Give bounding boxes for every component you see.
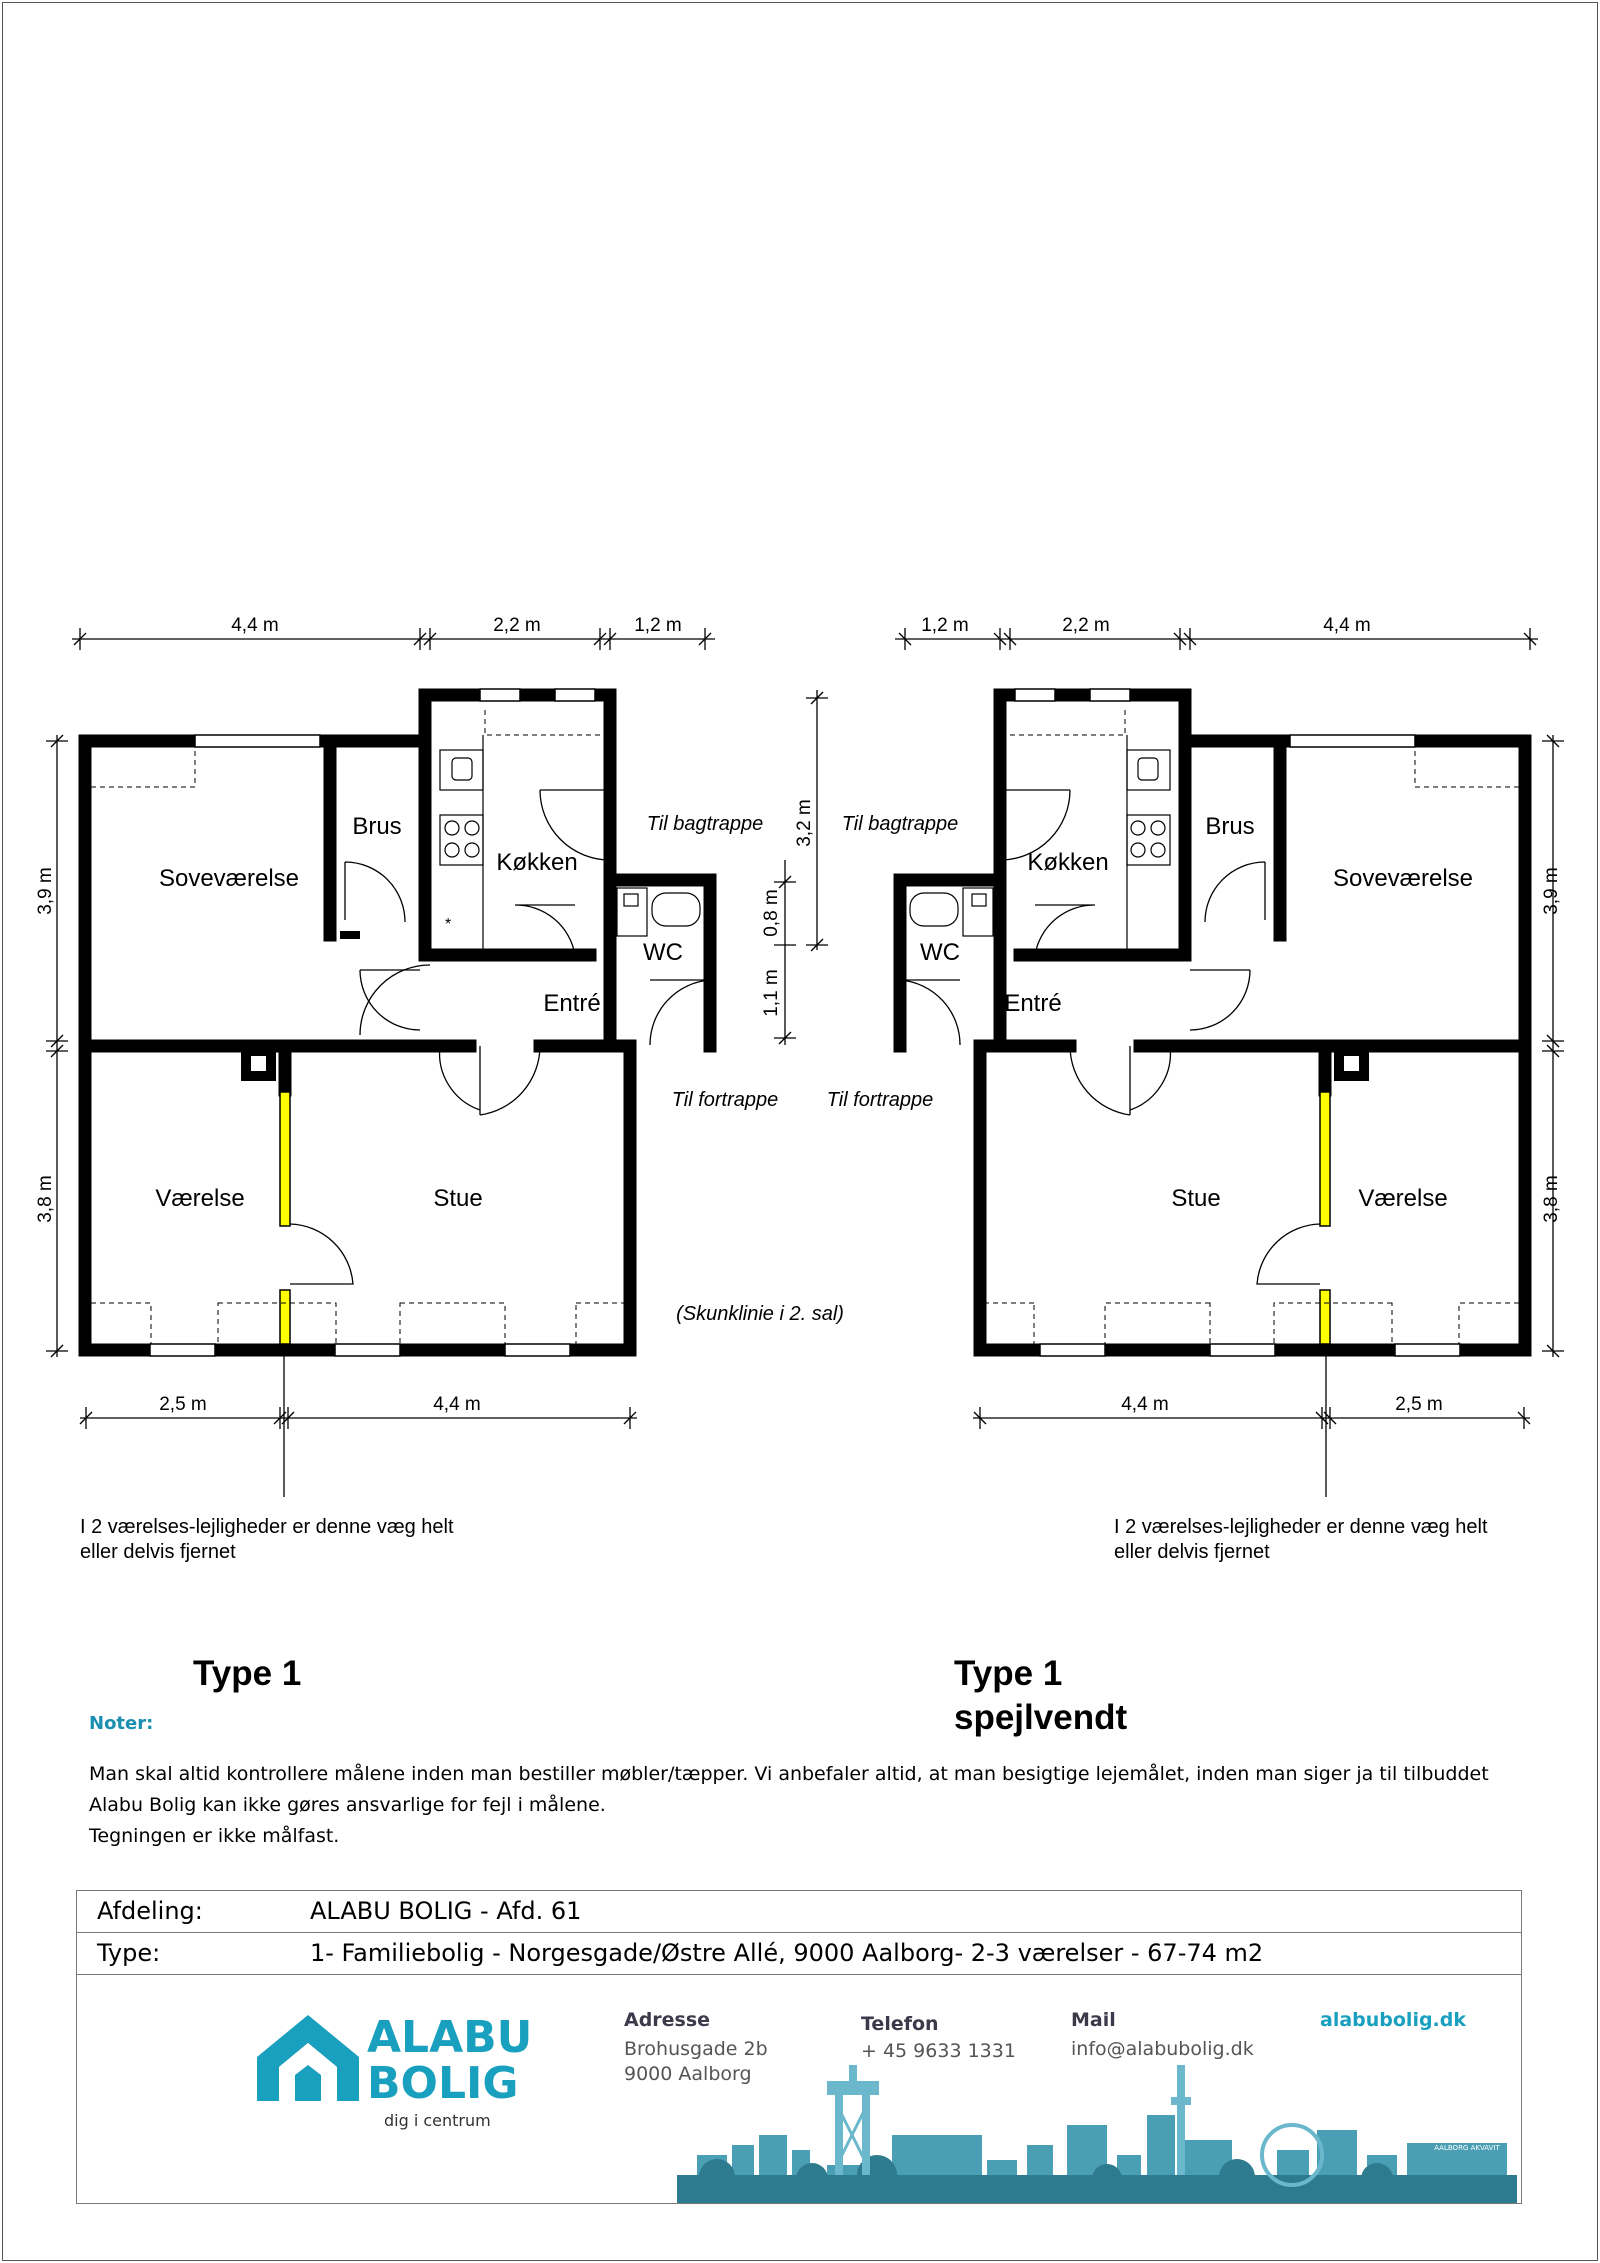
dim-top-a: 4,4 m	[231, 615, 279, 636]
r-room-kitchen: Køkken	[1027, 849, 1109, 876]
footer	[77, 1975, 1521, 2203]
dim-top-b: 2,2 m	[493, 615, 541, 636]
room-bath: Brus	[352, 813, 402, 840]
type-title-right	[954, 1652, 1127, 1740]
room-room: Værelse	[155, 1185, 245, 1212]
address-line-2: 9000 Aalborg	[624, 2063, 752, 2085]
r-label-front-stairs: Til fortrappe	[826, 1089, 934, 1111]
r-dim-side-b: 3,8 m	[1541, 1175, 1562, 1223]
dim-mid-b: 0,8 m	[761, 889, 782, 937]
type-title-left: Type 1	[193, 1654, 302, 1693]
mail-label: Mail	[1071, 2009, 1116, 2031]
label-front-stairs: Til fortrappe	[671, 1089, 779, 1111]
room-living: Stue	[433, 1185, 483, 1212]
r-room-wc: WC	[920, 939, 960, 966]
phone-label: Telefon	[861, 2013, 939, 2035]
logo-tagline: dig i centrum	[384, 2111, 491, 2130]
type-title-right-line-1: Type 1	[954, 1654, 1063, 1693]
phone-value: + 45 9633 1331	[861, 2040, 1016, 2062]
notes-line-3: Tegningen er ikke målfast.	[89, 1825, 340, 1847]
info-row-department	[77, 1891, 1521, 1933]
note-line-2: eller delvis fjernet	[80, 1541, 236, 1563]
label-back-stairs: Til bagtrappe	[646, 813, 764, 835]
room-wc: WC	[643, 939, 683, 966]
notes-body	[89, 1759, 1509, 1852]
department-value: ALABU BOLIG - Afd. 61	[310, 1897, 582, 1925]
r-room-bedroom: Soveværelse	[1332, 865, 1474, 892]
r-dim-side-a: 3,9 m	[1541, 867, 1562, 915]
dim-mid-a: 3,2 m	[794, 799, 815, 847]
r-room-living: Stue	[1171, 1185, 1221, 1212]
r-label-back-stairs: Til bagtrappe	[841, 813, 959, 835]
notes-line-1: Man skal altid kontrollere målene inden man bestiller møbler/tæpper. Vi anbefaler altid, at man besigtige lejemålet, inden man siger ja til tilbuddet	[89, 1763, 1489, 1785]
dim-side-a: 3,9 m	[35, 867, 56, 915]
logo-line-2: BOLIG	[367, 2058, 519, 2109]
note-line-1: I 2 værelses-lejligheder er denne væg helt	[80, 1516, 454, 1538]
dim-bottom-b: 4,4 m	[433, 1394, 481, 1415]
left-plan	[46, 628, 828, 1497]
r-dim-top-a: 1,2 m	[921, 615, 969, 636]
city-skyline-illustration	[677, 2045, 1517, 2203]
address-label: Adresse	[624, 2009, 711, 2031]
r-dim-top-c: 4,4 m	[1323, 615, 1371, 636]
dim-mid-c: 1,1 m	[761, 969, 782, 1017]
r-dim-bottom-a: 4,4 m	[1121, 1394, 1169, 1415]
address-line-1: Brohusgade 2b	[624, 2038, 768, 2060]
dim-side-b: 3,8 m	[35, 1175, 56, 1223]
r-room-room: Værelse	[1358, 1185, 1448, 1212]
label-skunk: (Skunklinie i 2. sal)	[676, 1303, 844, 1325]
skyline-sign: AALBORG AKVAVIT	[1434, 2144, 1500, 2152]
right-plan	[895, 628, 1564, 1497]
r-note-line-2: eller delvis fjernet	[1114, 1541, 1270, 1563]
notes-heading: Noter:	[89, 1713, 154, 1734]
room-bedroom: Soveværelse	[158, 865, 300, 892]
website-link[interactable]: alabubolig.dk	[1320, 2009, 1467, 2031]
room-kitchen: Køkken	[496, 849, 578, 876]
dim-top-c: 1,2 m	[634, 615, 682, 636]
dim-bottom-a: 2,5 m	[159, 1394, 207, 1415]
room-entry: Entré	[543, 990, 601, 1017]
info-row-type	[77, 1933, 1521, 1975]
department-label: Afdeling:	[97, 1897, 203, 1925]
logo-line-1: ALABU	[367, 2012, 533, 2063]
r-room-entry: Entré	[1004, 990, 1062, 1017]
r-dim-top-b: 2,2 m	[1062, 615, 1110, 636]
mail-value: info@alabubolig.dk	[1071, 2038, 1254, 2060]
svg-text:*: *	[445, 916, 452, 933]
r-note-line-1: I 2 værelses-lejligheder er denne væg helt	[1114, 1516, 1488, 1538]
type-title-right-line-2: spejlvendt	[954, 1698, 1128, 1737]
type-value: 1- Familiebolig - Norgesgade/Østre Allé, 9000 Aalborg- 2-3 værelser - 67-74 m2	[310, 1939, 1264, 1967]
alabu-logo-icon	[255, 2013, 361, 2103]
info-table	[76, 1890, 1522, 2204]
type-label: Type:	[97, 1939, 161, 1967]
r-dim-bottom-b: 2,5 m	[1395, 1394, 1443, 1415]
r-room-bath: Brus	[1205, 813, 1255, 840]
notes-line-2: Alabu Bolig kan ikke gøres ansvarlige for fejl i målene.	[89, 1794, 606, 1816]
